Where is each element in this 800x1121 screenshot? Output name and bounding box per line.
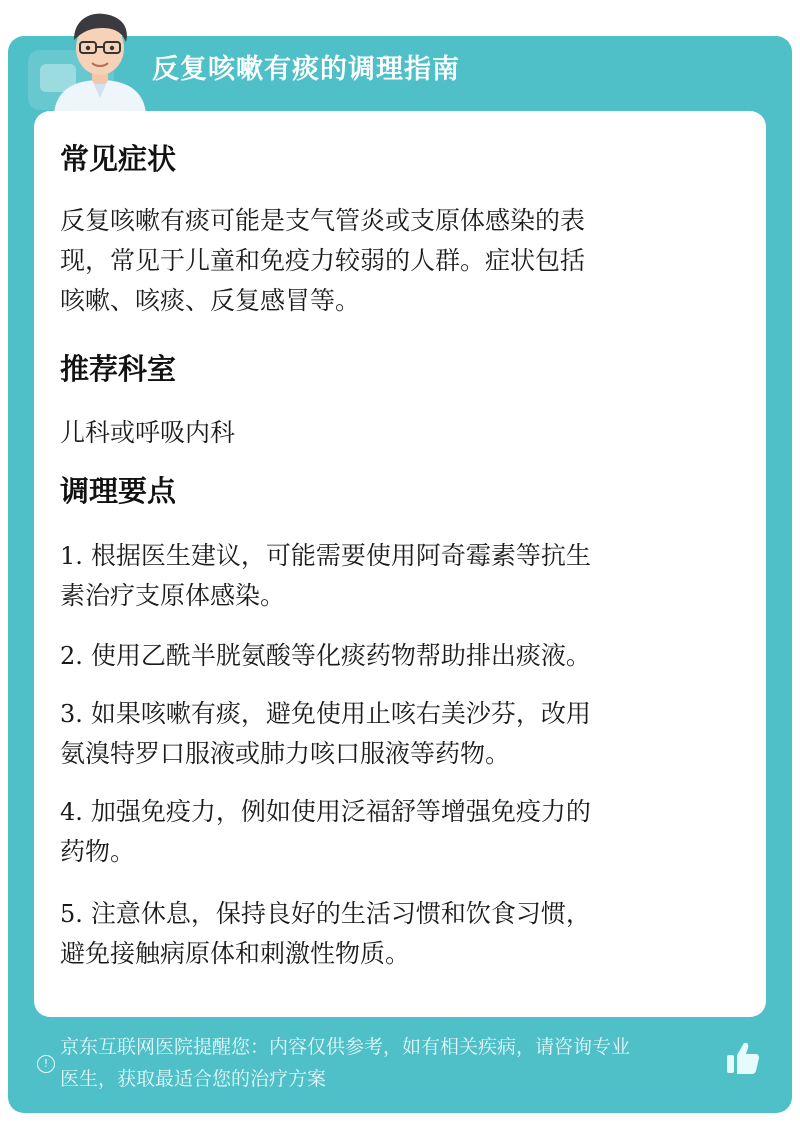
care-item-4 [60,792,740,872]
page-title: 反复咳嗽有痰的调理指南 [152,54,460,85]
content-card [34,111,766,1017]
symptoms-text [60,201,740,321]
care-item-5 [60,894,740,974]
care-item-text: 如果咳嗽有痰，避免使用止咳右美沙芬，改用 [90,699,591,728]
care-item-text: 根据医生建议，可能需要使用阿奇霉素等抗生 [90,541,591,570]
section-title-symptoms: 常见症状 [60,142,177,176]
symptoms-line: 现，常见于儿童和免疫力较弱的人群。症状包括 [60,246,586,275]
care-item-text: 使用乙酰半胱氨酸等化痰药物帮助排出痰液。 [90,641,591,670]
care-item-text: 药物。 [60,837,136,866]
care-item-number: 5. [60,900,83,928]
care-item-number: 1. [60,542,83,570]
footer-disclaimer [60,1031,730,1095]
symptoms-line: 咳嗽、咳痰、反复感冒等。 [60,286,361,315]
care-item-number: 2. [60,642,83,670]
care-item-2 [60,636,740,676]
care-item-text: 加强免疫力，例如使用泛福舒等增强免疫力的 [90,797,591,826]
care-item-number: 4. [60,798,83,826]
info-icon: ! [37,1055,55,1073]
section-title-care: 调理要点 [60,474,177,508]
care-item-text: 素治疗支原体感染。 [60,581,286,610]
care-item-number: 3. [60,700,83,728]
section-title-department: 推荐科室 [60,352,177,386]
doctor-avatar [44,8,156,114]
care-item-3 [60,694,740,774]
disclaimer-line: 京东互联网医院提醒您：内容仅供参考，如有相关疾病，请咨询专业 [60,1036,631,1058]
department-text: 儿科或呼吸内科 [60,418,236,447]
care-item-text: 避免接触病原体和刺激性物质。 [60,939,411,968]
care-item-text: 氨溴特罗口服液或肺力咳口服液等药物。 [60,739,511,768]
thumbs-up-icon[interactable] [726,1040,760,1076]
care-item-1 [60,536,740,616]
symptoms-line: 反复咳嗽有痰可能是支气管炎或支原体感染的表 [60,206,586,235]
care-item-text: 注意休息，保持良好的生活习惯和饮食习惯， [90,899,591,928]
disclaimer-line: 医生，获取最适合您的治疗方案 [60,1068,327,1090]
